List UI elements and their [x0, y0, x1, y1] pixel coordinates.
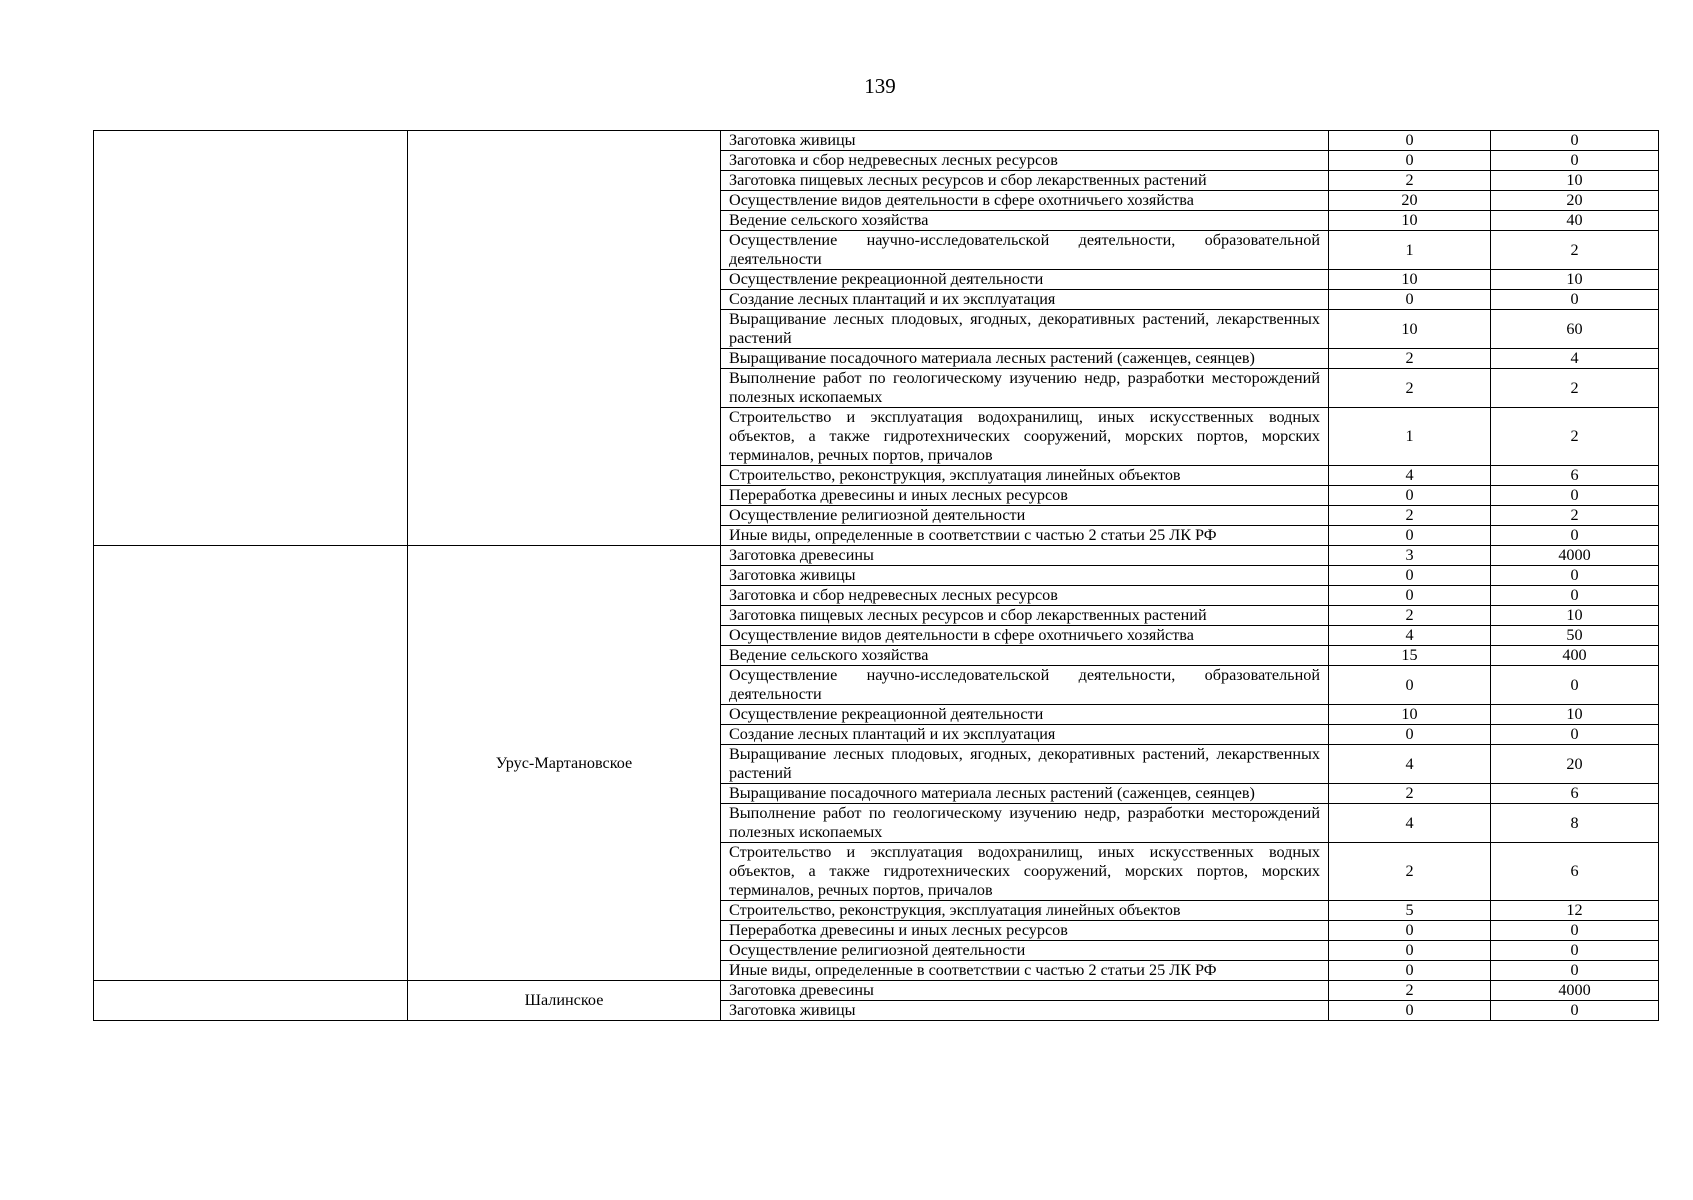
value-1-cell: 4 — [1329, 745, 1491, 784]
activity-cell: Выращивание лесных плодовых, ягодных, декоративных растений, лекарственных растений — [721, 310, 1329, 349]
value-2-cell: 6 — [1491, 784, 1659, 804]
activity-cell: Осуществление рекреационной деятельности — [721, 270, 1329, 290]
activity-cell: Выращивание посадочного материала лесных растений (саженцев, сеянцев) — [721, 784, 1329, 804]
value-1-cell: 0 — [1329, 586, 1491, 606]
value-2-cell: 0 — [1491, 961, 1659, 981]
activity-cell: Осуществление видов деятельности в сфере охотничьего хозяйства — [721, 626, 1329, 646]
district-cell — [94, 981, 408, 1021]
activity-cell: Иные виды, определенные в соответствии с частью 2 статьи 25 ЛК РФ — [721, 526, 1329, 546]
value-2-cell: 10 — [1491, 606, 1659, 626]
forestry-cell — [408, 131, 721, 546]
district-cell — [94, 546, 408, 981]
value-1-cell: 0 — [1329, 290, 1491, 310]
value-1-cell: 2 — [1329, 843, 1491, 901]
value-1-cell: 0 — [1329, 131, 1491, 151]
activity-cell: Строительство и эксплуатация водохранилищ, иных искусственных водных объектов, а также гидротехнических сооружений, морских портов, морских терминалов, речных портов, причалов — [721, 843, 1329, 901]
value-2-cell: 20 — [1491, 191, 1659, 211]
value-2-cell: 20 — [1491, 745, 1659, 784]
value-2-cell: 2 — [1491, 369, 1659, 408]
value-1-cell: 0 — [1329, 1001, 1491, 1021]
value-2-cell: 0 — [1491, 131, 1659, 151]
value-1-cell: 2 — [1329, 349, 1491, 369]
value-1-cell: 4 — [1329, 626, 1491, 646]
value-1-cell: 1 — [1329, 408, 1491, 466]
value-2-cell: 4000 — [1491, 546, 1659, 566]
value-1-cell: 0 — [1329, 961, 1491, 981]
activity-cell: Иные виды, определенные в соответствии с частью 2 статьи 25 ЛК РФ — [721, 961, 1329, 981]
value-1-cell: 0 — [1329, 941, 1491, 961]
value-2-cell: 40 — [1491, 211, 1659, 231]
value-2-cell: 0 — [1491, 666, 1659, 705]
activity-cell: Заготовка и сбор недревесных лесных ресурсов — [721, 151, 1329, 171]
activity-cell: Осуществление религиозной деятельности — [721, 506, 1329, 526]
value-1-cell: 0 — [1329, 725, 1491, 745]
value-1-cell: 4 — [1329, 804, 1491, 843]
value-1-cell: 2 — [1329, 506, 1491, 526]
table-row — [94, 981, 1659, 1001]
activity-cell: Выполнение работ по геологическому изучению недр, разработки месторождений полезных ископаемых — [721, 369, 1329, 408]
value-2-cell: 0 — [1491, 725, 1659, 745]
value-2-cell: 12 — [1491, 901, 1659, 921]
activity-cell: Выращивание посадочного материала лесных растений (саженцев, сеянцев) — [721, 349, 1329, 369]
forestry-cell: Урус-Мартановское — [408, 546, 721, 981]
value-2-cell: 2 — [1491, 231, 1659, 270]
activity-cell: Строительство, реконструкция, эксплуатация линейных объектов — [721, 466, 1329, 486]
value-1-cell: 0 — [1329, 566, 1491, 586]
value-2-cell: 50 — [1491, 626, 1659, 646]
value-2-cell: 8 — [1491, 804, 1659, 843]
activity-cell: Заготовка пищевых лесных ресурсов и сбор лекарственных растений — [721, 606, 1329, 626]
activity-cell: Строительство, реконструкция, эксплуатация линейных объектов — [721, 901, 1329, 921]
value-2-cell: 2 — [1491, 408, 1659, 466]
value-1-cell: 2 — [1329, 369, 1491, 408]
value-2-cell: 0 — [1491, 566, 1659, 586]
value-1-cell: 0 — [1329, 921, 1491, 941]
value-1-cell: 15 — [1329, 646, 1491, 666]
value-2-cell: 10 — [1491, 270, 1659, 290]
value-2-cell: 0 — [1491, 941, 1659, 961]
value-1-cell: 0 — [1329, 151, 1491, 171]
value-1-cell: 2 — [1329, 784, 1491, 804]
value-2-cell: 0 — [1491, 526, 1659, 546]
value-2-cell: 6 — [1491, 466, 1659, 486]
activity-cell: Осуществление научно-исследовательской деятельности, образовательной деятельности — [721, 666, 1329, 705]
value-1-cell: 0 — [1329, 486, 1491, 506]
activity-cell: Заготовка и сбор недревесных лесных ресурсов — [721, 586, 1329, 606]
activity-cell: Переработка древесины и иных лесных ресурсов — [721, 486, 1329, 506]
activity-cell: Осуществление рекреационной деятельности — [721, 705, 1329, 725]
activity-cell: Заготовка живицы — [721, 566, 1329, 586]
value-2-cell: 10 — [1491, 705, 1659, 725]
value-1-cell: 1 — [1329, 231, 1491, 270]
value-1-cell: 10 — [1329, 705, 1491, 725]
activity-cell: Ведение сельского хозяйства — [721, 211, 1329, 231]
district-cell — [94, 131, 408, 546]
activity-cell: Строительство и эксплуатация водохранилищ, иных искусственных водных объектов, а также гидротехнических сооружений, морских портов, морских терминалов, речных портов, причалов — [721, 408, 1329, 466]
value-2-cell: 400 — [1491, 646, 1659, 666]
value-1-cell: 2 — [1329, 981, 1491, 1001]
value-2-cell: 0 — [1491, 290, 1659, 310]
value-1-cell: 3 — [1329, 546, 1491, 566]
table-row — [94, 546, 1659, 566]
value-2-cell: 2 — [1491, 506, 1659, 526]
activity-cell: Ведение сельского хозяйства — [721, 646, 1329, 666]
value-2-cell: 4000 — [1491, 981, 1659, 1001]
forest-use-table — [93, 130, 1659, 1021]
value-2-cell: 60 — [1491, 310, 1659, 349]
table-row — [94, 131, 1659, 151]
value-2-cell: 4 — [1491, 349, 1659, 369]
value-1-cell: 10 — [1329, 270, 1491, 290]
value-2-cell: 0 — [1491, 486, 1659, 506]
activity-cell: Заготовка живицы — [721, 131, 1329, 151]
activity-cell: Создание лесных плантаций и их эксплуатация — [721, 290, 1329, 310]
value-1-cell: 0 — [1329, 526, 1491, 546]
value-1-cell: 2 — [1329, 606, 1491, 626]
activity-cell: Выполнение работ по геологическому изучению недр, разработки месторождений полезных ископаемых — [721, 804, 1329, 843]
value-1-cell: 10 — [1329, 310, 1491, 349]
value-2-cell: 0 — [1491, 1001, 1659, 1021]
value-1-cell: 0 — [1329, 666, 1491, 705]
activity-cell: Заготовка древесины — [721, 546, 1329, 566]
value-1-cell: 20 — [1329, 191, 1491, 211]
activity-cell: Осуществление научно-исследовательской деятельности, образовательной деятельности — [721, 231, 1329, 270]
forestry-cell: Шалинское — [408, 981, 721, 1021]
activity-cell: Создание лесных плантаций и их эксплуатация — [721, 725, 1329, 745]
value-2-cell: 0 — [1491, 151, 1659, 171]
value-1-cell: 4 — [1329, 466, 1491, 486]
page-number: 139 — [864, 74, 896, 98]
activity-cell: Заготовка древесины — [721, 981, 1329, 1001]
value-2-cell: 0 — [1491, 586, 1659, 606]
value-1-cell: 5 — [1329, 901, 1491, 921]
activity-cell: Заготовка пищевых лесных ресурсов и сбор лекарственных растений — [721, 171, 1329, 191]
activity-cell: Выращивание лесных плодовых, ягодных, декоративных растений, лекарственных растений — [721, 745, 1329, 784]
value-1-cell: 10 — [1329, 211, 1491, 231]
activity-cell: Осуществление религиозной деятельности — [721, 941, 1329, 961]
activity-cell: Осуществление видов деятельности в сфере охотничьего хозяйства — [721, 191, 1329, 211]
value-2-cell: 6 — [1491, 843, 1659, 901]
table-body — [94, 131, 1659, 1021]
activity-cell: Заготовка живицы — [721, 1001, 1329, 1021]
value-2-cell: 0 — [1491, 921, 1659, 941]
value-2-cell: 10 — [1491, 171, 1659, 191]
activity-cell: Переработка древесины и иных лесных ресурсов — [721, 921, 1329, 941]
value-1-cell: 2 — [1329, 171, 1491, 191]
